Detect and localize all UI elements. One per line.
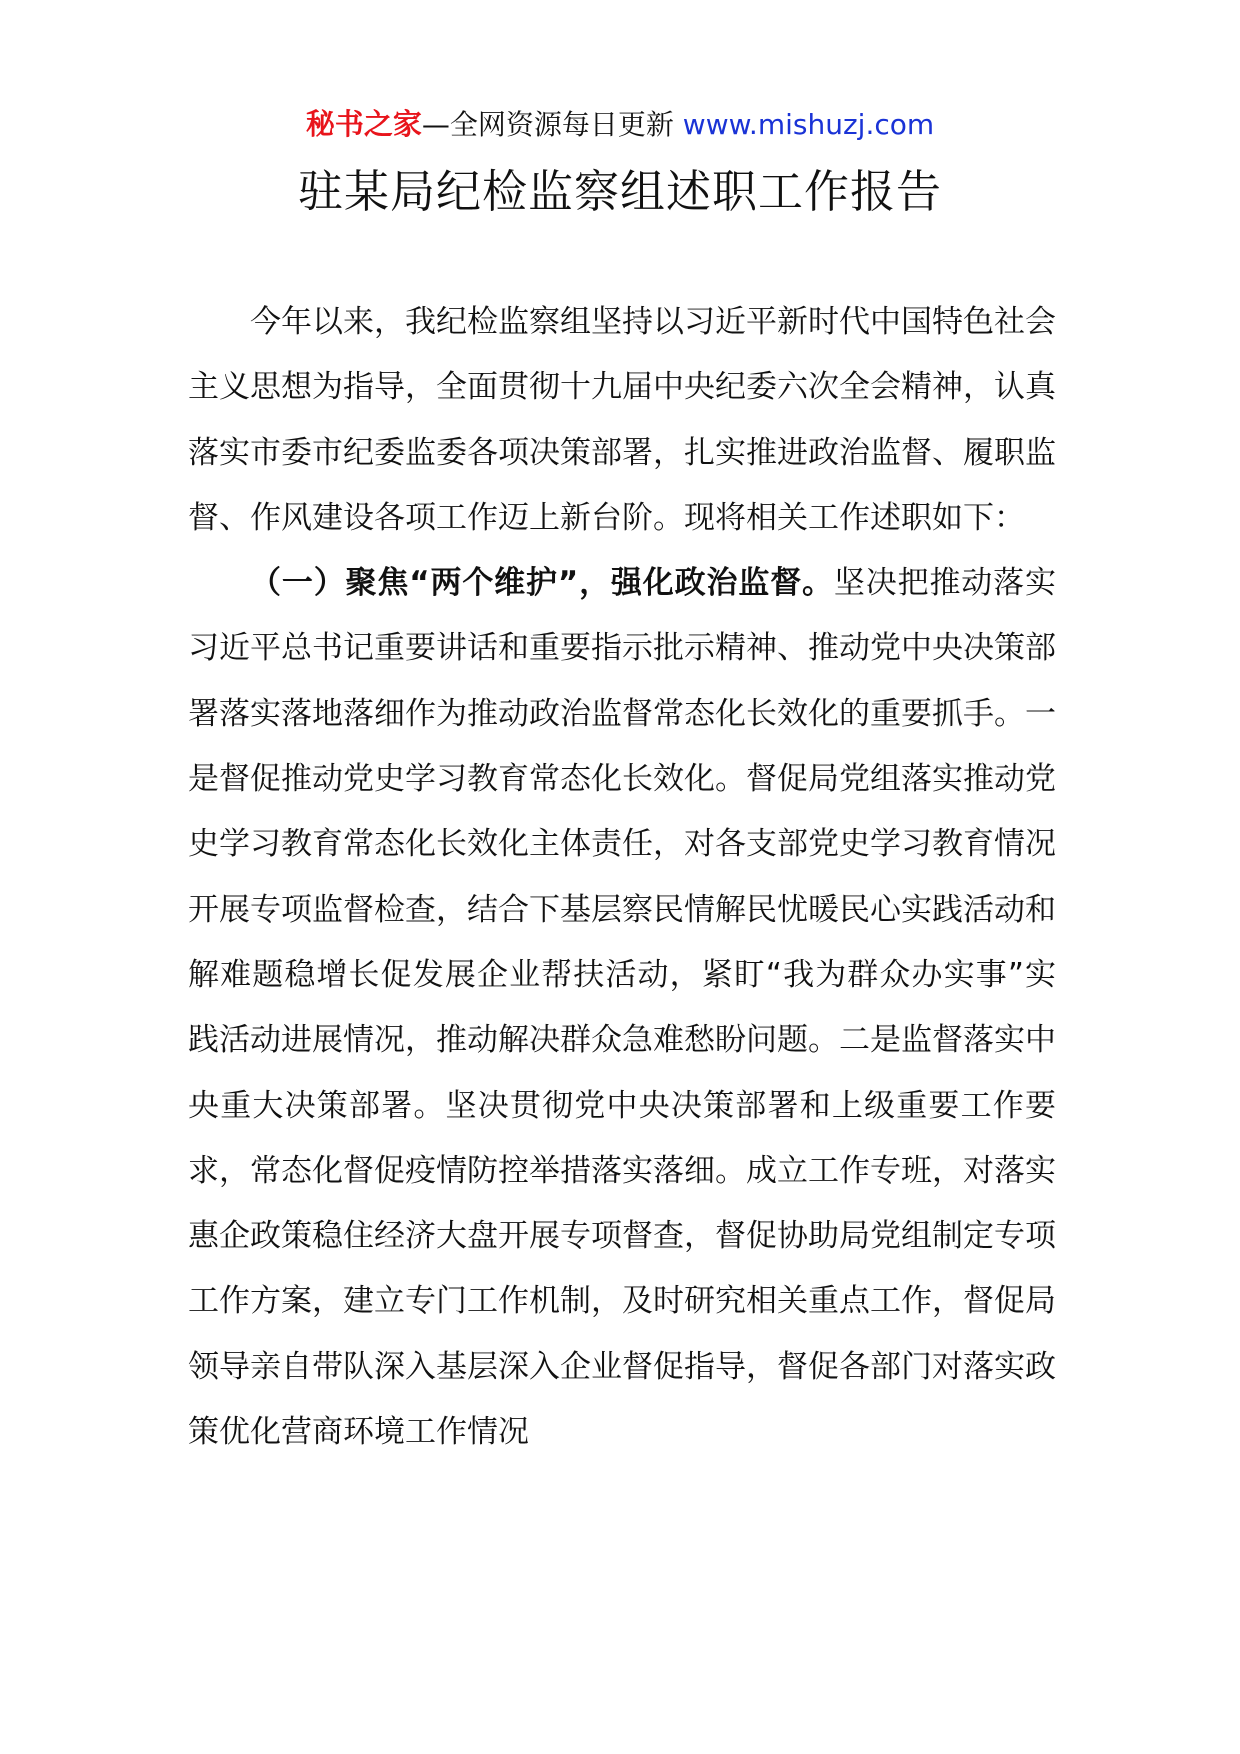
document-title: 驻某局纪检监察组述职工作报告 — [297, 165, 942, 218]
site-tagline: —全网资源每日更新 — [421, 108, 674, 141]
site-header — [0, 104, 1240, 145]
section-one-paragraph — [188, 551, 1056, 1465]
section-one-text: 坚决把推动落实习近平总书记重要讲话和重要指示批示精神、推动党中央决策部署落实落地落细作为推动政治监督常态化长效化的重要抓手。一是督促推动党史学习教育常态化长效化。督促局党组落实推动党史学习教育常态化长效化主体责任，对各支部党史学习教育情况开展专项监督检查，结合下基层察民情解民忧暖民心实践活动和解难题稳增长促发展企业帮扶活动，紧盯“我为群众办实事”实践活动进展情况，推动解决群众急难愁盼问题。二是监督落实中央重大决策部署。坚决贯彻党中央决策部署和上级重要工作要求，常态化督促疫情防控举措落实落细。成立工作专班，对落实惠企政策稳住经济大盘开展专项督查，督促协助局党组制定专项工作方案，建立专门工作机制，及时研究相关重点工作，督促局领导亲自带队深入基层深入企业督促指导，督促各部门对落实政策优化营商环境工作情况 — [188, 565, 1057, 1451]
section-one-heading: （一）聚焦“两个维护”，强化政治监督。 — [250, 565, 834, 602]
brand-name: 秘书之家 — [305, 107, 422, 141]
intro-paragraph: 今年以来，我纪检监察组坚持以习近平新时代中国特色社会主义思想为指导，全面贯彻十九届中央纪委六次全会精神，认真落实市委市纪委监委各项决策部署，扎实推进政治监督、履职监督、作风建设各项工作迈上新台阶。现将相关工作述职如下： — [188, 304, 1056, 536]
site-url-link[interactable]: www.mishuzj.com — [682, 108, 935, 141]
document-body — [188, 290, 1056, 1465]
